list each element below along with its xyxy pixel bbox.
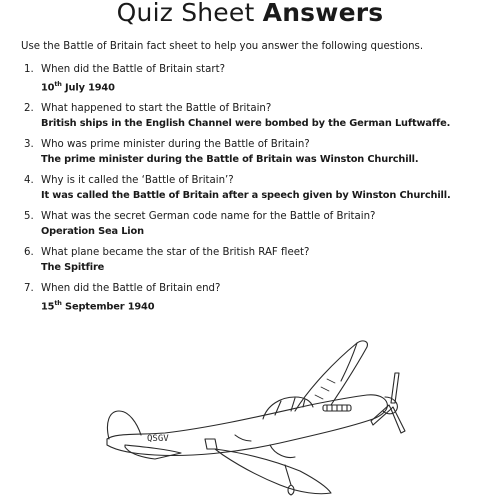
question-text: Why is it called the ‘Battle of Britain’? [41,175,234,187]
question-list [24,62,494,315]
title-bold: Answers [262,0,384,27]
answer-ordinal: th [54,80,62,88]
answer-text: The Spitfire [41,262,105,274]
question-number: 3. [24,139,34,151]
question-item [24,209,494,239]
question-number: 2. [24,103,34,115]
answer-text [41,77,494,95]
answer-text: The prime minister during the Battle of Britain was Winston Churchill. [41,154,419,166]
answer-day: 15 [41,301,55,313]
question-item [24,281,494,314]
question-text: What was the secret German code name for the Battle of Britain? [41,211,376,223]
answer-text: British ships in the English Channel were bombed by the German Luftwaffe. [41,118,451,130]
question-text: When did the Battle of Britain start? [41,64,225,75]
question-number: 6. [24,247,34,259]
question-text: What plane became the star of the British RAF fleet? [41,247,310,259]
question-text: What happened to start the Battle of Britain? [41,103,272,115]
answer-text [41,296,494,314]
question-item [24,101,494,131]
answer-month-year: September 1940 [61,301,155,313]
intro-text: Use the Battle of Britain fact sheet to help you answer the following questions. [21,41,424,52]
question-number: 4. [24,175,34,187]
spitfire-plane-illustration [95,335,415,497]
page-title [0,0,500,28]
answer-day: 10 [41,82,55,94]
answer-ordinal: th [54,299,62,308]
question-number: 5. [24,211,34,223]
question-text: When did the Battle of Britain end? [41,283,221,295]
title-light: Quiz Sheet [116,0,255,27]
question-number: 1. [24,64,34,75]
answer-month-year: July 1940 [61,82,115,94]
question-number: 7. [24,283,34,295]
answer-text: Operation Sea Lion [41,226,144,238]
question-item [24,245,494,275]
question-item [24,137,494,167]
question-text: Who was prime minister during the Battle of Britain? [41,139,310,151]
question-item [24,62,494,95]
answer-text: It was called the Battle of Britain after a speech given by Winston Churchill. [41,190,451,202]
fuselage-code: QSGV [147,434,169,444]
question-item [24,173,494,203]
